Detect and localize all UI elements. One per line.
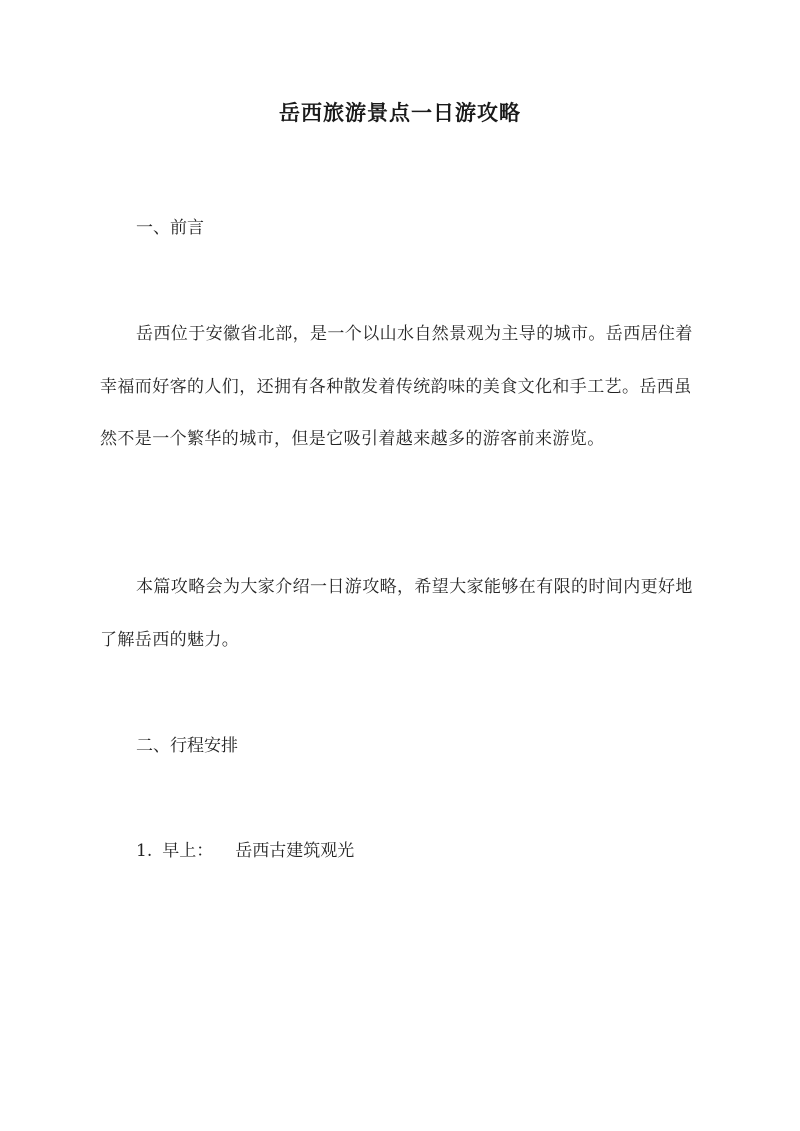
list-item-morning	[136, 838, 354, 864]
list-item-text: 岳西古建筑观光	[235, 841, 355, 861]
list-item-number: 1.	[136, 841, 153, 861]
paragraph-introduction: 岳西位于安徽省北部，是一个以山水自然景观为主导的城市。岳西居住着幸福而好客的人们，还拥有各种散发着传统韵味的美食文化和手工艺。岳西虽然不是一个繁华的城市，但是它吸引着越来越多的游客前来游览。	[100, 324, 693, 449]
paragraph-purpose: 本篇攻略会为大家介绍一日游攻略，希望大家能够在有限的时间内更好地了解岳西的魅力。	[100, 577, 693, 650]
document-title: 岳西旅游景点一日游攻略	[279, 100, 521, 125]
list-item-label: 早上：	[162, 841, 214, 861]
section-heading-preface: 一、前言	[136, 218, 204, 238]
section-heading-itinerary: 二、行程安排	[136, 736, 238, 756]
